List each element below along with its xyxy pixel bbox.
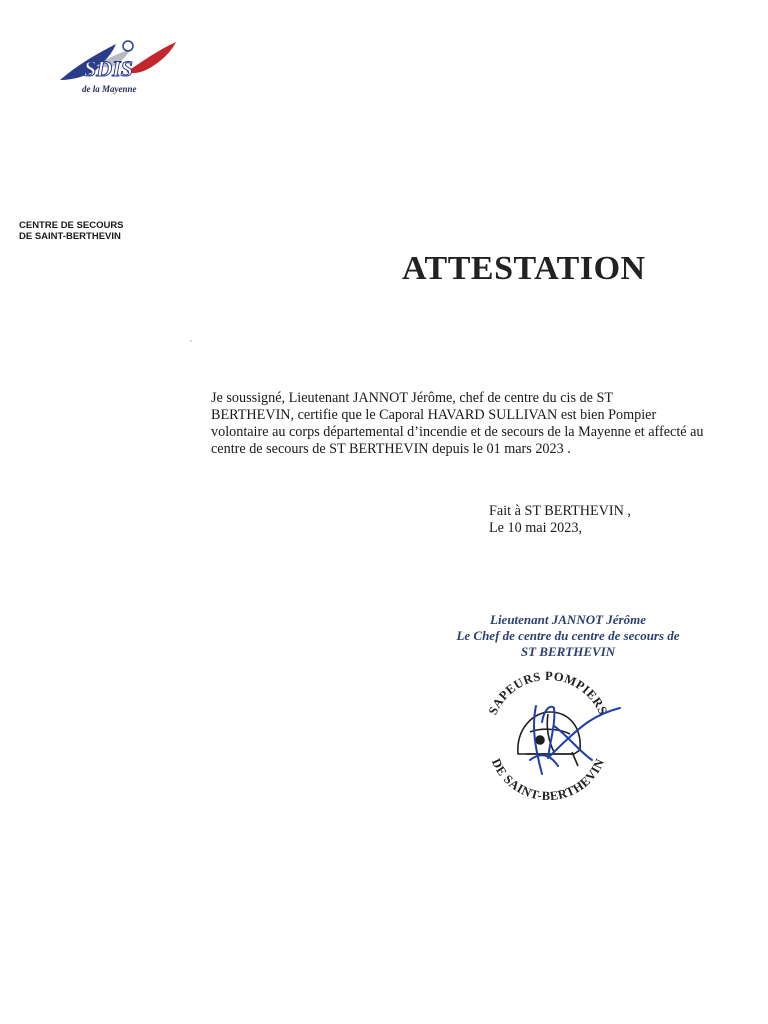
signatory-role: Le Chef de centre du centre de secours de <box>456 628 680 643</box>
scan-speck <box>190 340 192 342</box>
stamp-graphic <box>470 662 626 802</box>
sdis-logo <box>56 36 180 98</box>
logo-mark-text: SDIS <box>84 56 133 81</box>
attestation-body <box>211 390 751 458</box>
body-line-2: BERTHEVIN, certifie que le Caporal HAVARD SULLIVAN est bien Pompier <box>211 407 657 423</box>
official-stamp <box>470 662 626 802</box>
place-line: Fait à ST BERTHEVIN , <box>489 503 631 519</box>
organization-line-1: CENTRE DE SECOURS <box>19 220 124 231</box>
organization-line-2: DE SAINT-BERTHEVIN <box>19 231 121 242</box>
logo-circle <box>123 41 133 51</box>
body-line-3: volontaire au corps départemental d’incendie et de secours de la Mayenne et affecté au <box>211 424 704 440</box>
body-line-4: centre de secours de ST BERTHEVIN depuis le 01 mars 2023 . <box>211 441 571 457</box>
logo-subtitle: de la Mayenne <box>82 84 137 94</box>
organization-block <box>19 220 124 242</box>
stamp-top-text: SAPEURS POMPIERS <box>485 668 611 717</box>
stamp-bottom-text: DE SAINT-BERTHEVIN <box>488 756 608 802</box>
signature-block <box>430 612 706 660</box>
date-line: Le 10 mai 2023, <box>489 520 582 536</box>
signatory-name: Lieutenant JANNOT Jérôme <box>490 612 646 627</box>
document-title: ATTESTATION <box>402 250 646 287</box>
body-line-1: Je soussigné, Lieutenant JANNOT Jérôme, chef de centre du cis de ST <box>211 390 614 406</box>
signatory-center: ST BERTHEVIN <box>520 644 616 659</box>
place-date-block <box>489 503 631 537</box>
